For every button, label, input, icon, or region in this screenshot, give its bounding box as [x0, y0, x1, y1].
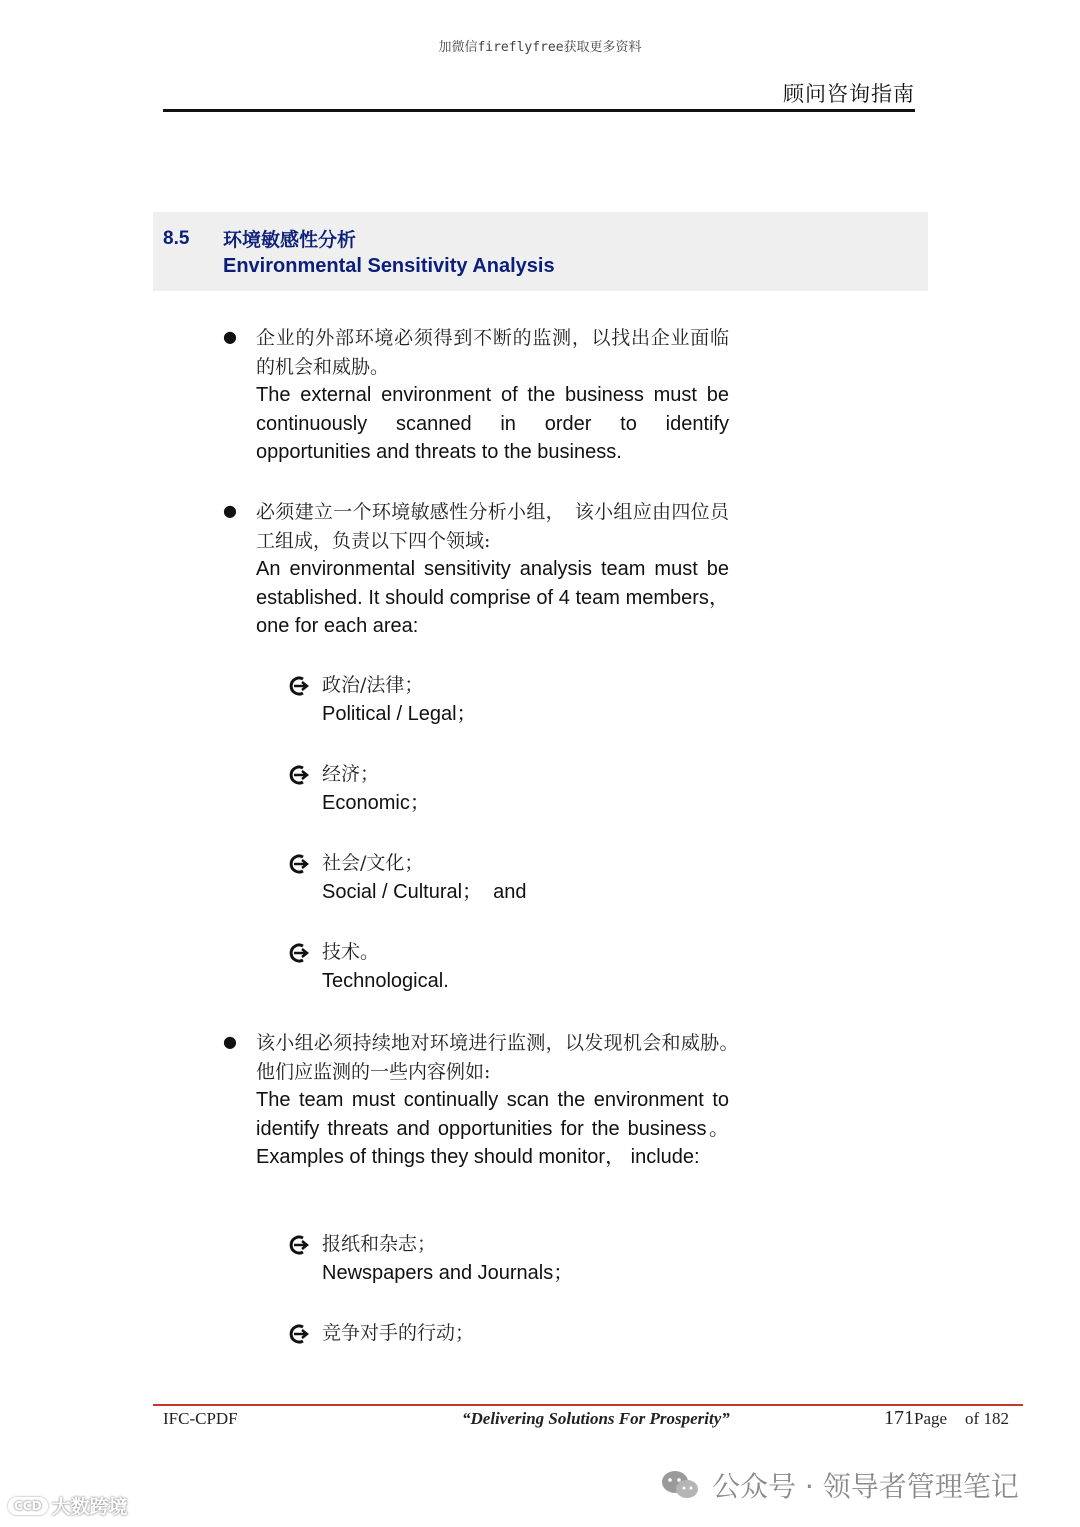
sub-item — [322, 671, 742, 728]
section-heading — [153, 212, 928, 291]
sub-item — [322, 1230, 742, 1287]
bullet-item — [256, 324, 729, 467]
wechat-watermark — [660, 1465, 1019, 1505]
sub-item — [322, 760, 742, 817]
bullet-text-zh: 该小组必须持续地对环境进行监测，以发现机会和威胁。 他们应监测的一些内容例如: — [256, 1032, 749, 1083]
sub-item-zh: 社会/文化； — [322, 852, 424, 874]
header-title: 顾问咨询指南 — [783, 82, 915, 106]
bullet-dot: ● — [223, 1032, 237, 1051]
corner-watermark-text: 大数跨境 — [51, 1496, 128, 1518]
sub-item-en: Newspapers and Journals； — [322, 1261, 574, 1284]
sub-item-zh: 技术。 — [322, 941, 380, 963]
bullet-text-zh: 企业的外部环境必须得到不断的监测，以找出企业面临的机会和威胁。 — [256, 327, 729, 378]
footer-slogan: “Delivering Solutions For Prosperity” — [462, 1409, 730, 1428]
bullet-item — [256, 1029, 749, 1172]
footer-doc-id: IFC-CPDF — [163, 1409, 238, 1428]
page-label: Page — [914, 1409, 948, 1428]
arrow-right-icon — [288, 675, 310, 697]
bullet-text-en: The external environment of the business must be continuously scanned in order to identify opportunities and threats to the business. — [256, 384, 729, 463]
corner-badge: CCD — [8, 1497, 48, 1515]
header-rule — [163, 109, 915, 112]
wechat-icon — [660, 1469, 700, 1501]
arrow-right-icon — [288, 1323, 310, 1345]
sub-item-zh: 报纸和杂志； — [322, 1233, 437, 1255]
corner-watermark — [8, 1492, 128, 1519]
top-watermark: 加微信fireflyfree获取更多资料 — [438, 40, 642, 55]
sub-item-en: Economic； — [322, 791, 430, 814]
bullet-item — [256, 498, 729, 641]
sub-item-zh: 竞争对手的行动； — [322, 1322, 475, 1344]
sub-item-en: Technological. — [322, 969, 449, 992]
bullet-dot: ● — [223, 327, 237, 346]
section-title-zh: 环境敏感性分析 — [223, 229, 357, 251]
footer-page-info — [884, 1407, 1009, 1430]
wechat-watermark-text: 公众号 · 领导者管理笔记 — [712, 1470, 1019, 1503]
arrow-right-icon — [288, 1234, 310, 1256]
bullet-text-zh: 必须建立一个环境敏感性分析小组， 该小组应由四位员工组成，负责以下四个领域: — [256, 501, 729, 552]
sub-item — [322, 1319, 742, 1348]
page-total: of 182 — [965, 1409, 1009, 1428]
sub-item-en: Political / Legal； — [322, 702, 477, 725]
footer-rule — [153, 1404, 1023, 1406]
bullet-text-en: An environmental sensitivity analysis team must be established. It should comprise of 4 team members， one for each area: — [256, 558, 729, 637]
arrow-right-icon — [288, 853, 310, 875]
sub-item — [322, 849, 742, 906]
sub-item-en: Social / Cultural； and — [322, 880, 527, 903]
sub-item — [322, 938, 742, 995]
sub-item-zh: 政治/法律； — [322, 674, 424, 696]
sub-item-zh: 经济； — [322, 763, 380, 785]
arrow-right-icon — [288, 942, 310, 964]
bullet-dot: ● — [223, 501, 237, 520]
section-number: 8.5 — [163, 228, 190, 249]
bullet-text-en: The team must continually scan the environment to identify threats and opportunities for the business。 Examples of things they should monitor， include: — [256, 1089, 729, 1168]
arrow-right-icon — [288, 764, 310, 786]
section-title-en: Environmental Sensitivity Analysis — [223, 255, 555, 277]
page-number: 171 — [884, 1407, 914, 1429]
